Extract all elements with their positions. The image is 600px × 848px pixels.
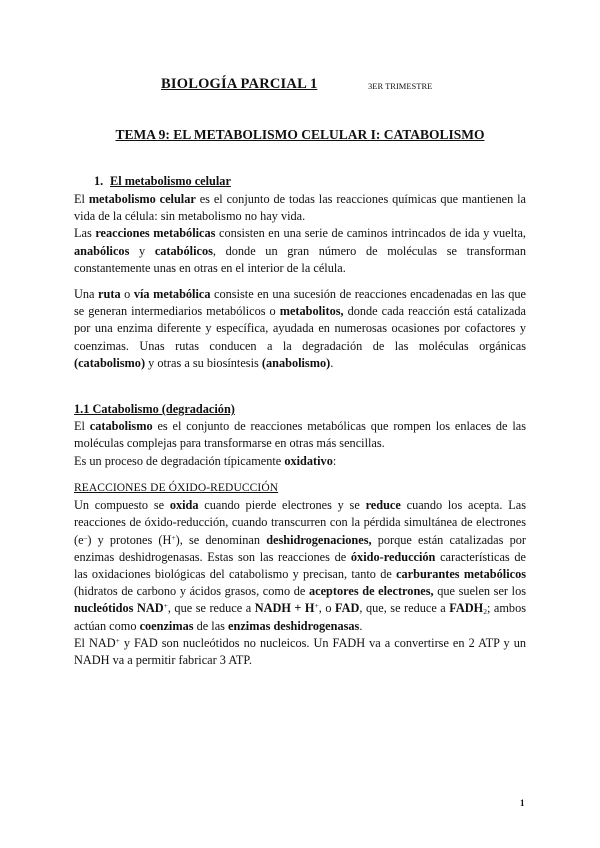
document-title: BIOLOGÍA PARCIAL 1 <box>161 76 318 92</box>
document-header <box>0 76 600 96</box>
paragraph-metabolismo: El metabolismo celular es el conjunto de todas las reacciones químicas que mantienen la vida de la célula: sin metabolismo no hay vida. <box>74 192 526 224</box>
paragraph-oxidativo: Es un proceso de degradación típicamente oxidativo: <box>74 453 337 468</box>
section-1-ruta-body <box>74 286 526 372</box>
paragraph-redox: Un compuesto se oxida cuando pierde electrones y se reduce cuando los acepta. Las reacciones de óxido-reducción, cuando transcurren con la pérdida simultánea de electrones (e–) y protones (H+), se denominan deshidrogenaciones, porque están catalizadas por enzimas deshidrogenasas. Estas son las reacciones de óxido-reducción características de las oxidaciones biológicas del catabolismo y precisan, tanto de carburantes metabólicos (hidratos de carbono y ácidos grasos, como de aceptores de electrones, que suelen ser los nucleótidos NAD+, que se reduce a NADH + H+, o FAD, que, se reduce a $FADH_2$; ambos actúan como coenzimas de las enzimas deshidrogenasas. <box>74 498 527 633</box>
paragraph-catabolismo: El catabolismo es el conjunto de reacciones metabólicas que rompen los enlaces de las moléculas complejas para transformarse en otras más sencillas. <box>74 419 526 451</box>
redox-section <box>74 480 526 669</box>
redox-heading: REACCIONES DE ÓXIDO-REDUCCIÓN <box>74 482 279 494</box>
section-1-body <box>74 191 526 277</box>
section-1-1-heading: 1.1 Catabolismo (degradación) <box>74 402 235 416</box>
section-1-label: El metabolismo celular <box>110 174 231 188</box>
section-1-heading <box>94 174 231 189</box>
paragraph-ruta-metabolica: Una ruta o vía metabólica consiste en una sucesión de reacciones encadenadas en las que se generan intermediarios metabólicos o metabolitos, donde cada reacción está catalizada por una enzima diferente y específica, ayudada en numerosas ocasiones por cofactores y coenzimas. Unas rutas conducen a la degradación de las moléculas orgánicas (catabolismo) y otras a su biosíntesis (anabolismo). <box>74 287 526 370</box>
tema-title: TEMA 9: EL METABOLISMO CELULAR I: CATABOLISMO <box>115 127 485 142</box>
section-1-1-body <box>74 401 526 470</box>
section-1-number: 1. <box>94 174 104 188</box>
paragraph-nad-fad: El NAD+ y FAD son nucleótidos no nucleicos. Un FADH va a convertirse en 2 ATP y un NADH va a permitir fabricar 3 ATP. <box>74 635 526 668</box>
page-number: 1 <box>520 798 525 808</box>
term-label: 3ER TRIMESTRE <box>368 81 433 91</box>
paragraph-reacciones: Las reacciones metabólicas consisten en una serie de caminos intrincados de ida y vuelta, anabólicos y catabólicos, donde un gran número de moléculas se transforman constantemente unas en otras en el interior de la célula. <box>74 226 527 275</box>
